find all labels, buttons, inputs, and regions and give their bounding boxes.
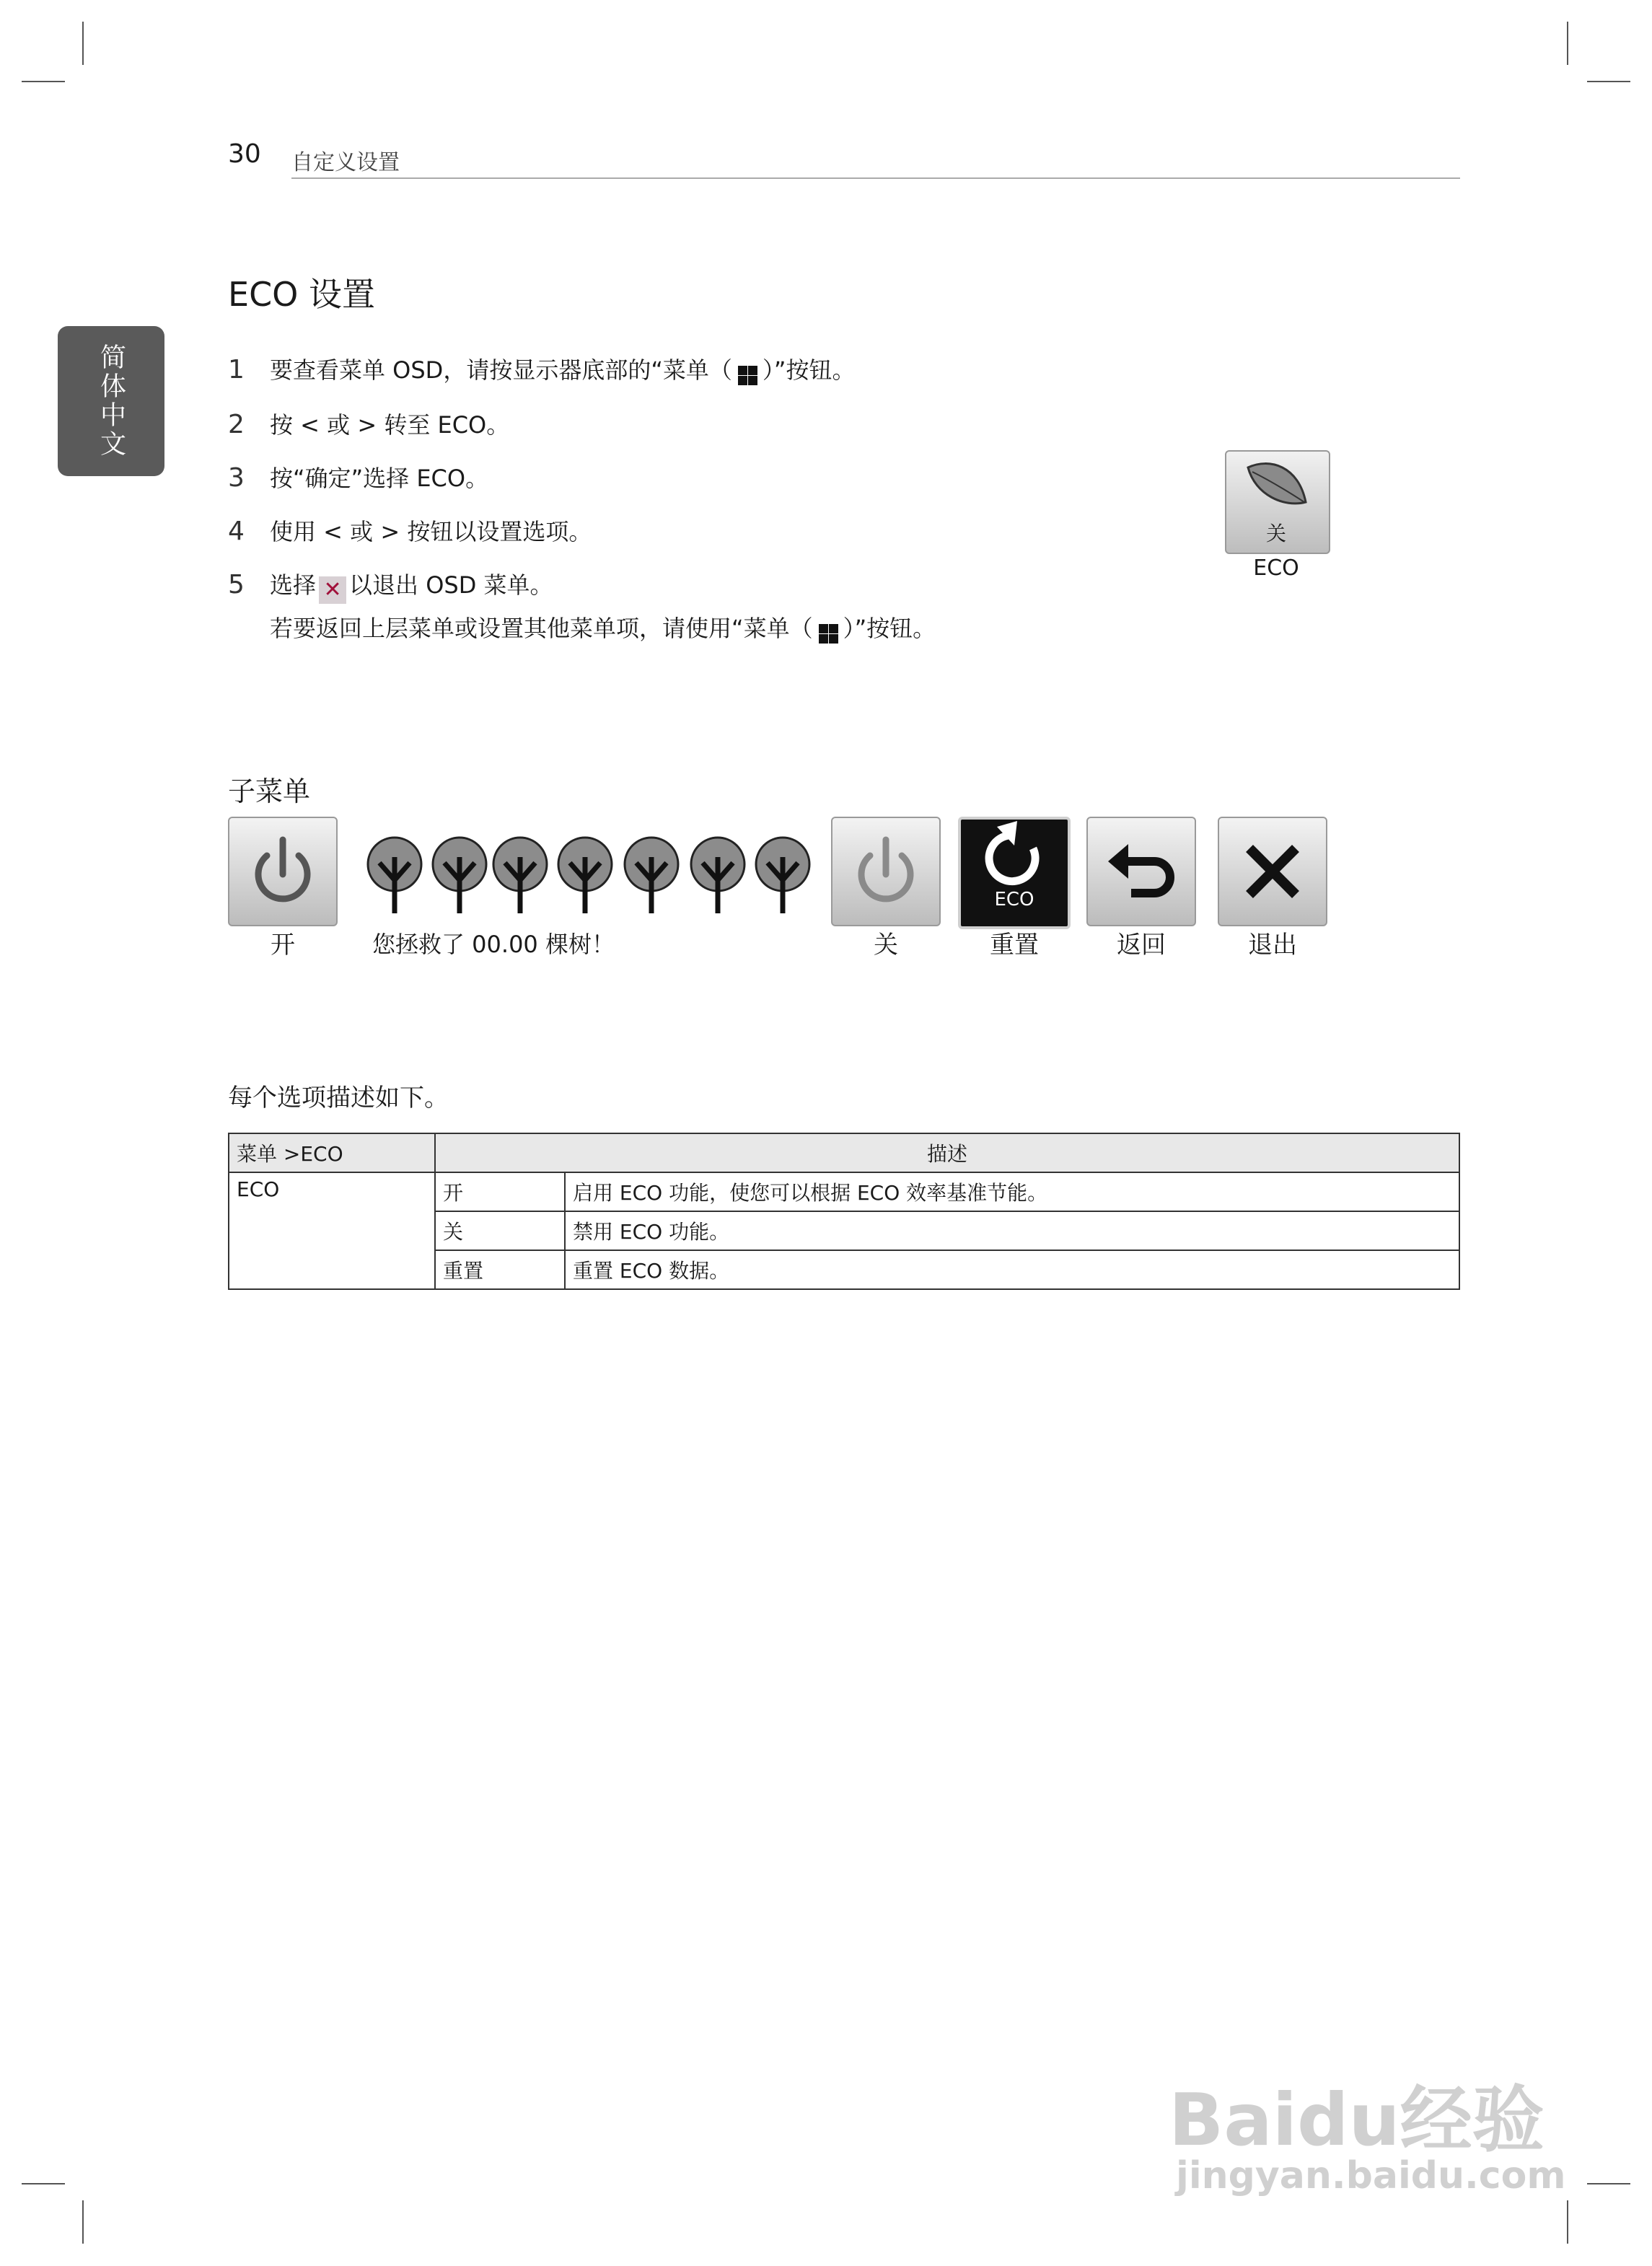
step-number: 3 [228,463,245,493]
step-text: 使用 < 或 > 按钮以设置选项。 [270,518,592,545]
tree-icon [557,835,613,915]
step-text: 以退出 OSD 菜单。 [349,571,553,599]
language-tab-label: 简体中文 [96,343,126,459]
reset-icon-text: ECO [994,889,1034,910]
step-number: 2 [228,410,245,439]
table-row [229,1172,1459,1211]
options-table [228,1133,1460,1290]
on-label: 开 [271,931,295,959]
table-cell-option: 重置 [435,1250,565,1289]
eco-button-caption: ECO [1253,555,1299,581]
table-cell-option: 关 [435,1211,565,1250]
table-cell-desc: 重置 ECO 数据。 [565,1250,1459,1289]
eco-button-label: 关 [1265,522,1286,545]
step-text: 按“确定”选择 ECO。 [270,465,489,492]
table-cell-desc: 启用 ECO 功能，使您可以根据 ECO 效率基准节能。 [565,1172,1459,1211]
crop-mark [22,81,65,82]
crop-mark [1587,2183,1630,2184]
step-text: 选择 [270,571,317,599]
description-note: 每个选项描述如下。 [228,1084,449,1112]
back-arrow-icon [1088,818,1195,925]
tree-icon [755,835,811,915]
menu-grid-icon [817,623,839,644]
table-header: 描述 [435,1133,1459,1172]
tree-icon [366,835,423,915]
table-cell-menu: ECO [229,1172,435,1289]
crop-mark [1567,2200,1568,2244]
trees-saved-text: 您拯救了 00.00 棵树！ [372,931,615,958]
step-1 [228,352,856,386]
exit-label: 退出 [1248,931,1297,959]
off-button [831,817,941,926]
step-number: 4 [228,517,245,546]
step-2 [228,407,509,440]
crop-mark [82,22,84,65]
reset-button [958,817,1071,929]
close-icon [1219,818,1326,925]
step-5-line-2 [270,610,936,644]
tree-icon [623,835,680,915]
back-label: 返回 [1117,931,1166,959]
power-icon [229,818,336,925]
section-title: 自定义设置 [291,150,400,175]
off-label: 关 [874,931,898,959]
tree-icon [431,835,488,915]
step-3 [228,460,488,493]
step-4 [228,514,592,547]
leaf-icon [1226,452,1329,524]
reset-icon [961,820,1068,899]
header-divider [291,177,1460,179]
reset-label: 重置 [990,931,1039,959]
table-cell-desc: 禁用 ECO 功能。 [565,1211,1459,1250]
crop-mark [82,2200,84,2244]
step-number: 1 [228,355,245,385]
page-number: 30 [228,139,261,169]
crop-mark [22,2183,65,2184]
close-icon: ✕ [319,576,346,604]
watermark-url: jingyan.baidu.com [1176,2154,1566,2197]
submenu-heading: 子菜单 [228,776,311,807]
step-text: ）”按钮。 [762,356,856,384]
crop-mark [1587,81,1630,82]
language-tab [58,326,164,476]
crop-mark [1567,22,1568,65]
watermark-logo: Baidu经验 [1169,2078,1545,2162]
back-button [1086,817,1196,926]
on-button [228,817,338,926]
table-header-row [229,1133,1459,1172]
page-title: ECO 设置 [228,275,376,314]
step-text: 要查看菜单 OSD，请按显示器底部的“菜单（ [270,356,732,384]
step-text: ）”按钮。 [843,615,936,642]
step-text: 若要返回上层菜单或设置其他菜单项，请使用“菜单（ [270,615,813,642]
table-header: 菜单 >ECO [229,1133,435,1172]
step-5 [228,567,553,604]
step-number: 5 [228,570,245,600]
power-icon [832,818,939,925]
tree-icon [492,835,548,915]
menu-grid-icon [737,364,758,386]
table-cell-option: 开 [435,1172,565,1211]
tree-icon [690,835,746,915]
exit-button [1218,817,1327,926]
step-text: 按 < 或 > 转至 ECO。 [270,411,510,439]
